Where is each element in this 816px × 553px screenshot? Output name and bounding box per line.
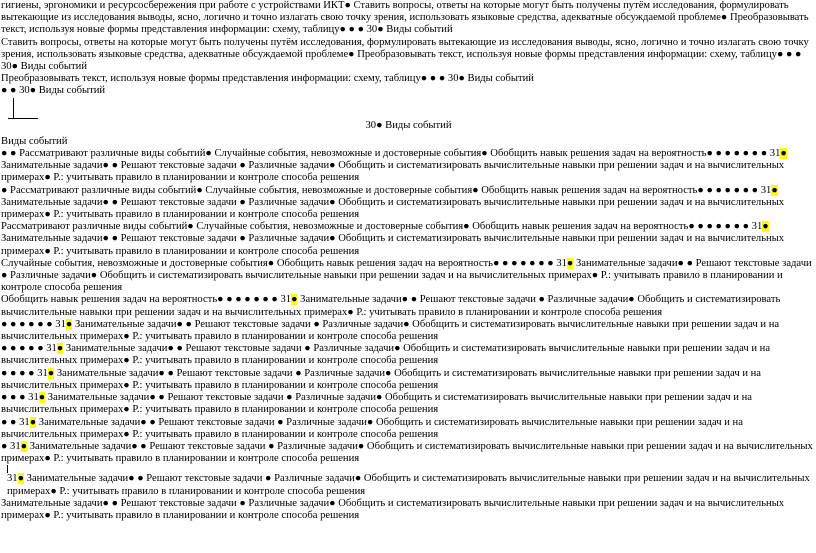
rows-container <box>0 148 816 465</box>
tail-text: Занимательные задачи● ● Решают текстовые задачи ● Различные задачи● Обобщить и систематизировать вычислительные навыки при решении задач и на вычислительных примерах● Р.: учитывать правило в планировании и контроле способа решения <box>1 497 785 521</box>
highlighted-bullet: ● <box>65 318 73 330</box>
list-item <box>0 294 816 318</box>
centered-heading: 30● Виды событий <box>365 119 452 131</box>
row-pre-text: ● ● Рассматривают различные виды событий● Случайные события, невозможные и достоверные события● Обобщить навык решения задач на вероятность● ● ● ● ● ● ● 31 <box>1 148 781 160</box>
list-item <box>0 319 816 343</box>
text-block-d: ● ● 30● Виды событий <box>1 85 106 97</box>
highlighted-bullet: ● <box>29 416 37 428</box>
list-item <box>0 368 816 392</box>
list-item <box>0 221 816 258</box>
row-post-text: Занимательные задачи● ● Решают текстовые задачи ● Различные задачи● Обобщить и систематизировать вычислительные навыки при решении задач и на вычислительных примерах● Р.: учитывать правило в планировании и контроле способа решения <box>1 440 813 465</box>
row-post-text: Занимательные задачи● ● Решают текстовые задачи ● Различные задачи● Обобщить и систематизировать вычислительные навыки при решении задач и на вычислительных примерах● Р.: учитывать правило в планировании и контроле способа решения <box>1 416 743 440</box>
highlighted-bullet: ● <box>47 367 55 379</box>
table-border-mark-2 <box>2 465 22 473</box>
text-block-c: Преобразовывать текст, используя новые формы представления информации: схему, таблицу● ● ● 30● Виды событий <box>1 73 534 85</box>
list-item <box>0 343 816 367</box>
row-pre-text: ● Рассматривают различные виды событий● Случайные события, невозможные и достоверные события● Обобщить навык решения задач на вероятность● ● ● ● ● ● ● 31 <box>1 184 772 196</box>
row-post-text: Занимательные задачи● ● Решают текстовые задачи ● Различные задачи● Обобщить и систематизировать вычислительные навыки при решении задач и на вычислительных примерах● Р.: учитывать правило в планировании и контроле способа решения <box>1 318 780 343</box>
text-block-a: гигиены, эргономики и ресурсосбережения при работе с устройствами ИКТ● Ставить вопросы, ответы на которые могут быть получены путём исследования, формулировать вытекающие из исследования выводы, ясно, логично и точно излагать свою точку зрения, использовать языковые средства, адекватные обсуждаемой проблеме● Преобразовывать текст, используя новые формы представления информации: схему, таблицу● ● ● 30● Виды событий <box>1 0 809 36</box>
highlighted-bullet: ● <box>38 392 46 404</box>
row-last-post: Занимательные задачи● ● Решают текстовые задачи ● Различные задачи● Обобщить и систематизировать вычислительные навыки при решении задач и на вычислительных примерах● Р.: учитывать правило в планировании и контроле способа решения <box>7 473 810 497</box>
row-pre-text: Рассматривают различные виды событий● Случайные события, невозможные и достоверные события● Обобщить навык решения задач на вероятность● ● ● ● ● ● ● 31 <box>1 221 763 233</box>
row-post-text: Занимательные задачи● ● Решают текстовые задачи ● Различные задачи● Обобщить и систематизировать вычислительные навыки при решении задач и на вычислительных примерах● Р.: учитывать правило в планировании и контроле способа решения <box>1 343 771 367</box>
row-pre-text: ● ● ● ● ● ● 31 <box>1 318 66 330</box>
row-post-text: Занимательные задачи● ● Решают текстовые задачи ● Различные задачи● Обобщить и систематизировать вычислительные навыки при решении задач и на вычислительных примерах● Р.: учитывать правило в планировании и контроле способа решения <box>1 294 781 318</box>
row-last <box>0 473 816 497</box>
row-pre-text: ● ● ● ● ● 31 <box>1 343 57 355</box>
row-post-text: Занимательные задачи● ● Решают текстовые задачи ● Различные задачи● Обобщить и систематизировать вычислительные навыки при решении задач и на вычислительных примерах● Р.: учитывать правило в планировании и контроле способа решения <box>1 233 785 257</box>
row-post-text: Занимательные задачи● ● Решают текстовые задачи ● Различные задачи● Обобщить и систематизировать вычислительные навыки при решении задач и на вычислительных примерах● Р.: учитывать правило в планировании и контроле способа решения <box>1 257 812 294</box>
row-pre-text: ● ● ● ● 31 <box>1 367 48 379</box>
highlighted-bullet: ● <box>291 294 298 306</box>
list-item <box>0 417 816 441</box>
row-last-pre: 31 <box>7 473 18 485</box>
highlighted-bullet: ● <box>762 221 769 233</box>
table-border-mark <box>8 98 48 120</box>
highlighted-bullet: ● <box>17 473 24 485</box>
highlighted-bullet: ● <box>780 148 787 160</box>
row-pre-text: Обобщить навык решения задач на вероятность● ● ● ● ● ● ● 31 <box>1 294 292 306</box>
highlighted-bullet: ● <box>566 257 574 269</box>
row-post-text: Занимательные задачи● ● Решают текстовые задачи ● Различные задачи● Обобщить и систематизировать вычислительные навыки при решении задач и на вычислительных примерах● Р.: учитывать правило в планировании и контроле способа решения <box>1 196 785 221</box>
list-item <box>0 148 816 185</box>
row-pre-text: Случайные события, невозможные и достоверные события● Обобщить навык решения задач на вероятность● ● ● ● ● ● ● 31 <box>1 257 567 269</box>
list-item <box>0 392 816 416</box>
row-post-text: Занимательные задачи● ● Решают текстовые задачи ● Различные задачи● Обобщить и систематизировать вычислительные навыки при решении задач и на вычислительных примерах● Р.: учитывать правило в планировании и контроле способа решения <box>1 392 752 416</box>
row-pre-text: ● ● ● 31 <box>1 392 39 404</box>
list-item <box>0 185 816 222</box>
highlighted-bullet: ● <box>56 343 64 355</box>
row-pre-text: ● 31 <box>1 440 21 452</box>
highlighted-bullet: ● <box>771 184 778 196</box>
highlighted-bullet: ● <box>20 440 28 452</box>
row-post-text: Занимательные задачи● ● Решают текстовые задачи ● Различные задачи● Обобщить и систематизировать вычислительные навыки при решении задач и на вычислительных примерах● Р.: учитывать правило в планировании и контроле способа решения <box>1 367 762 391</box>
text-block-b: Ставить вопросы, ответы на которые могут быть получены путём исследования, формулировать вытекающие из исследования выводы, ясно, логично и точно излагать свою точку зрения, использовать языковые средства, адекватные обсуждаемой проблеме● Преобразовывать текст, используя новые формы представления информации: схему, таблицу● ● ● 30● Виды событий <box>1 36 809 73</box>
row-pre-text: ● ● 31 <box>1 416 30 428</box>
section-heading: Виды событий <box>1 135 68 147</box>
row-post-text: Занимательные задачи● ● Решают текстовые задачи ● Различные задачи● Обобщить и систематизировать вычислительные навыки при решении задач и на вычислительных примерах● Р.: учитывать правило в планировании и контроле способа решения <box>1 160 785 184</box>
list-item <box>0 258 816 295</box>
list-item <box>0 441 816 465</box>
